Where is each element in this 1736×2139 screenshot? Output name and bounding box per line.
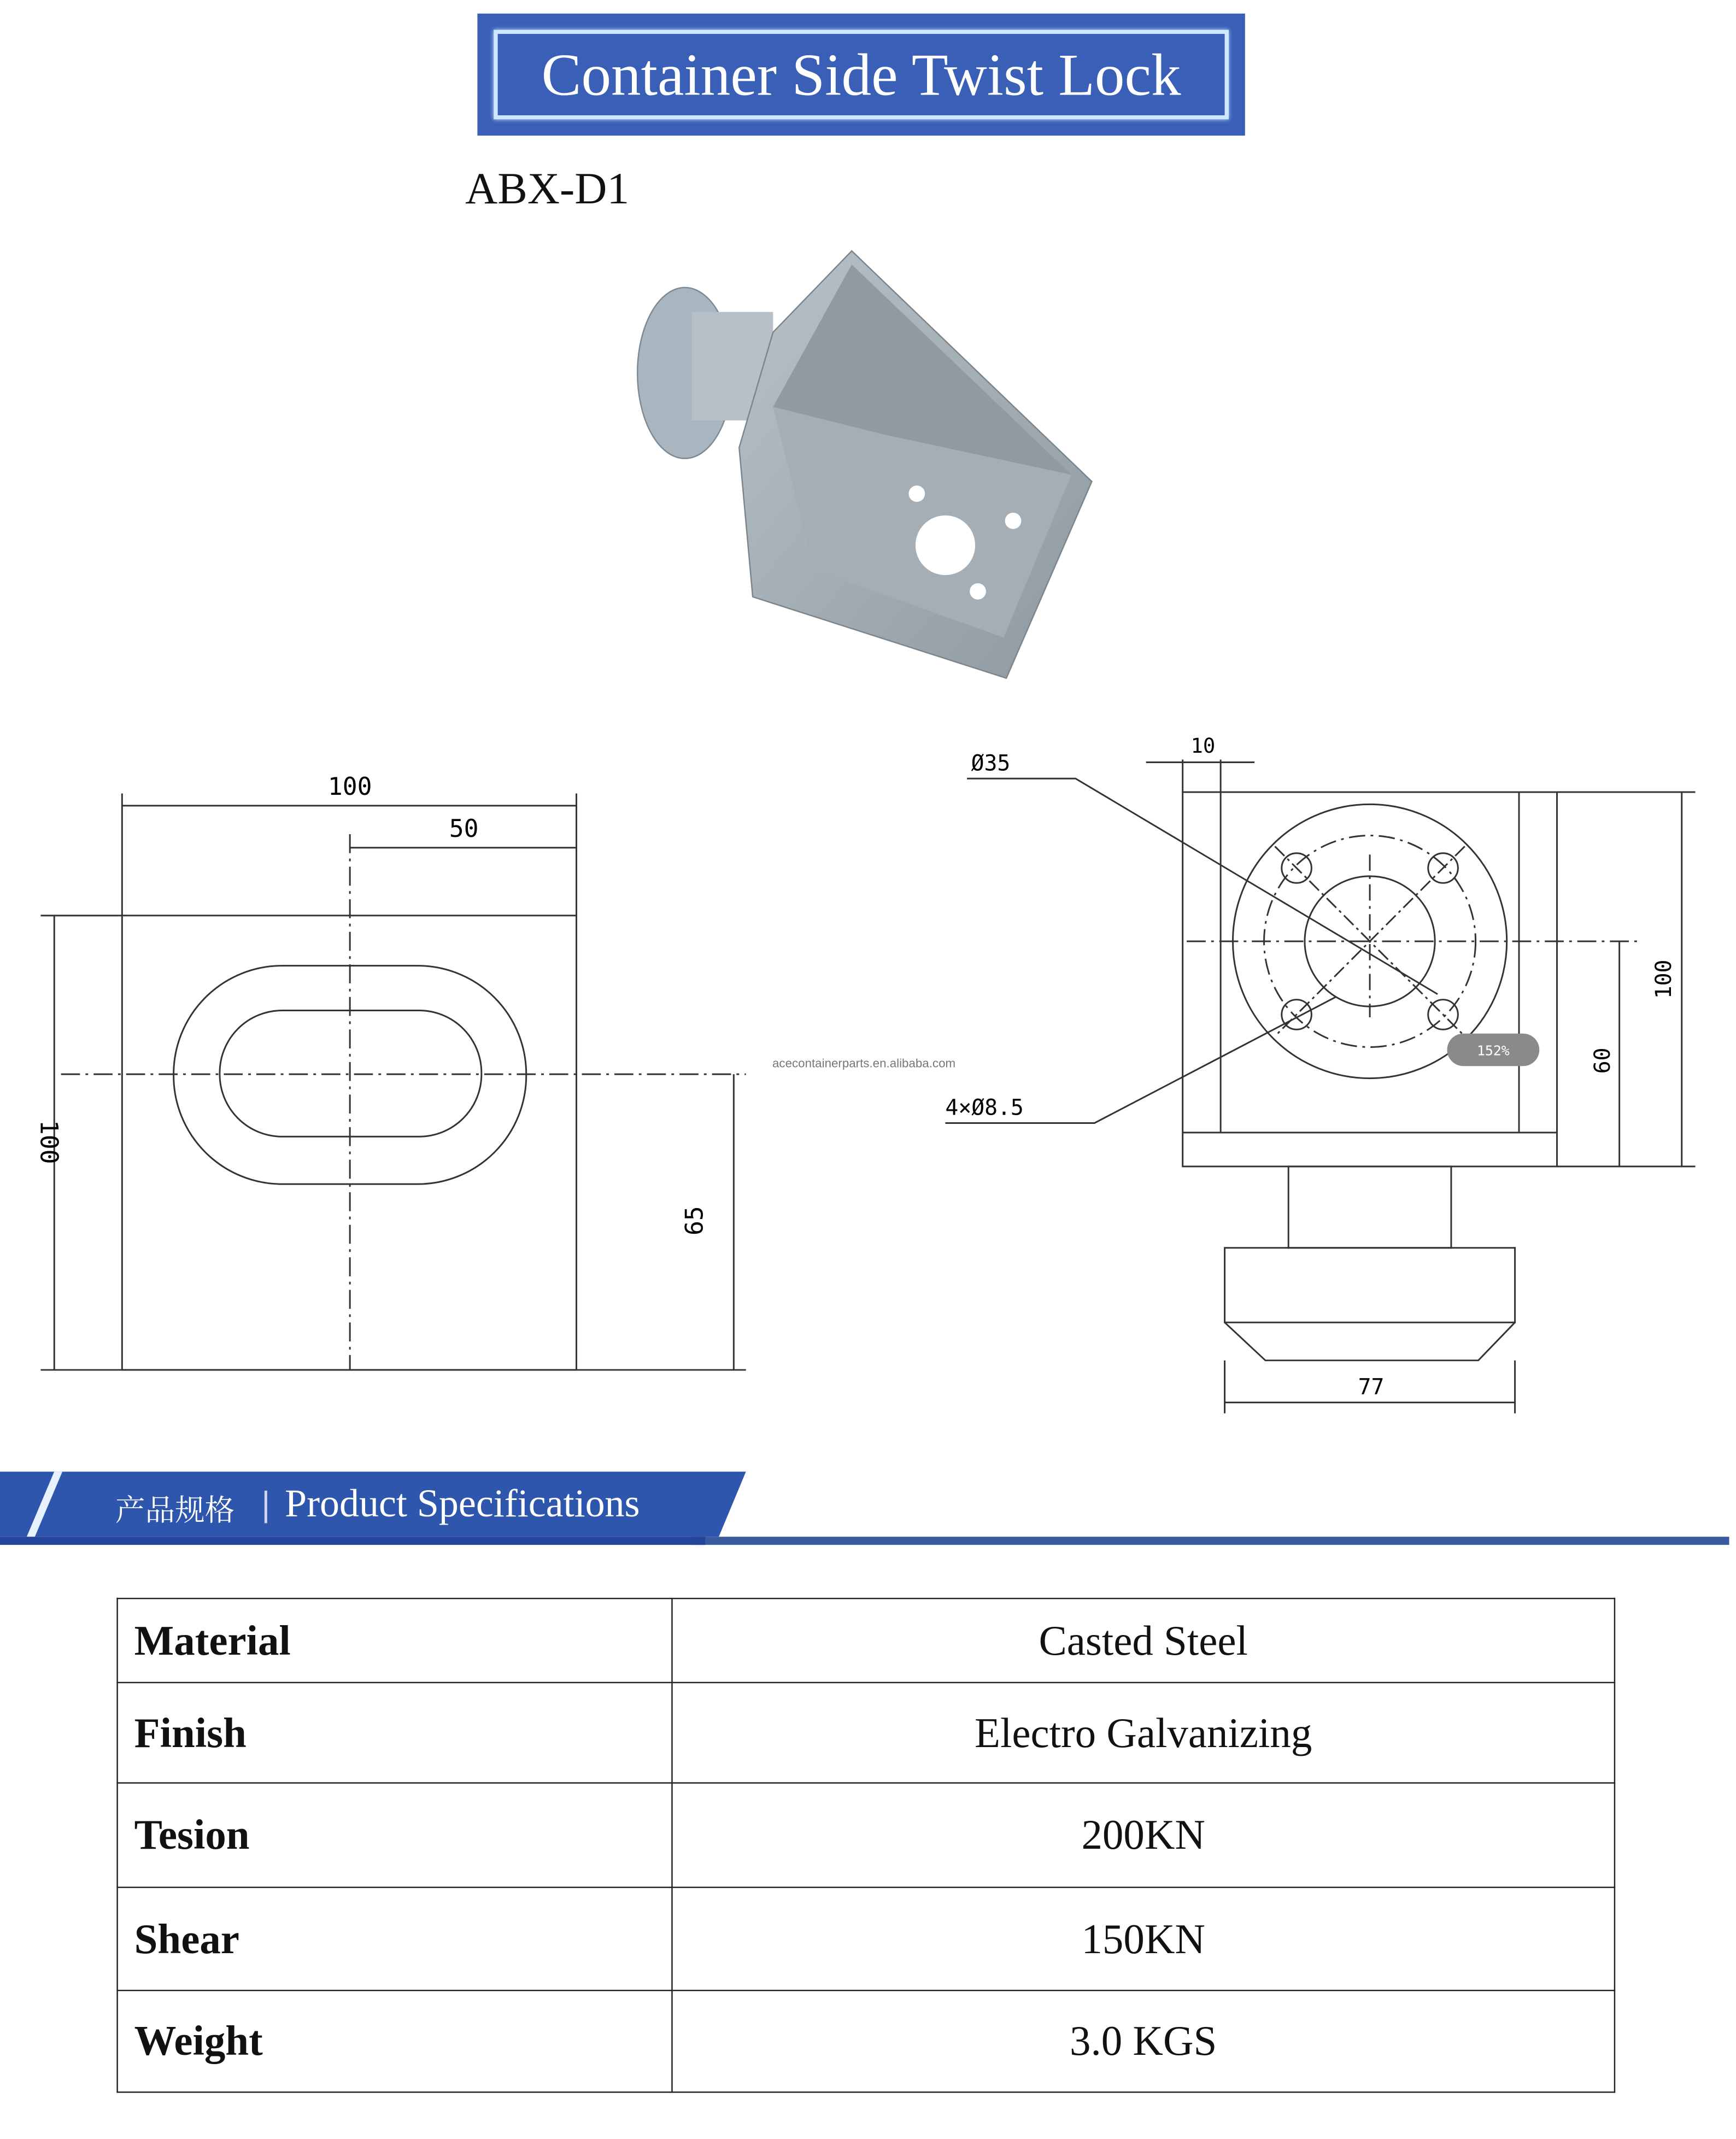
spec-title-divider [265, 1491, 267, 1523]
dim-holes-label: 4×Ø8.5 [945, 1095, 1024, 1121]
front-view-drawing [40, 794, 746, 1370]
dim-side-center: 60 [1590, 1047, 1616, 1074]
spec-label: Tesion [118, 1783, 672, 1888]
spec-value: 150KN [672, 1888, 1614, 1991]
dim-width: 100 [327, 772, 372, 801]
spec-label: Material [118, 1598, 672, 1683]
spec-value: Electro Galvanizing [672, 1683, 1614, 1783]
spec-value: 200KN [672, 1783, 1614, 1888]
spec-label: Shear [118, 1888, 672, 1991]
spec-table [116, 1598, 1615, 2093]
watermark: acecontainerparts.en.alibaba.com [772, 1056, 956, 1070]
dim-diameter-label: Ø35 [971, 751, 1011, 776]
spec-value: Casted Steel [672, 1598, 1614, 1683]
table-row [118, 1990, 1615, 2092]
spec-section-banner [0, 1472, 1729, 1546]
spec-label: Weight [118, 1990, 672, 2092]
side-view-drawing [945, 760, 1695, 1414]
model-number: ABX-D1 [465, 165, 630, 215]
dim-center: 65 [680, 1206, 709, 1236]
page-title: Container Side Twist Lock [541, 41, 1181, 108]
table-row [118, 1888, 1615, 1991]
dim-head: 77 [1358, 1374, 1385, 1400]
spec-title-cn: 产品规格 [115, 1495, 235, 1529]
spec-label: Finish [118, 1683, 672, 1783]
dim-side-height: 100 [1651, 959, 1676, 999]
table-row [118, 1683, 1615, 1783]
table-row [118, 1783, 1615, 1888]
dim-height: 100 [34, 1120, 63, 1164]
table-row [118, 1598, 1615, 1683]
zoom-badge-label: 152% [1476, 1042, 1510, 1059]
spec-title-en: Product Specifications [285, 1482, 640, 1526]
dim-half: 50 [449, 814, 479, 843]
spec-value: 3.0 KGS [672, 1990, 1614, 2092]
dim-wall: 10 [1190, 734, 1216, 758]
product-photo [637, 251, 1092, 678]
